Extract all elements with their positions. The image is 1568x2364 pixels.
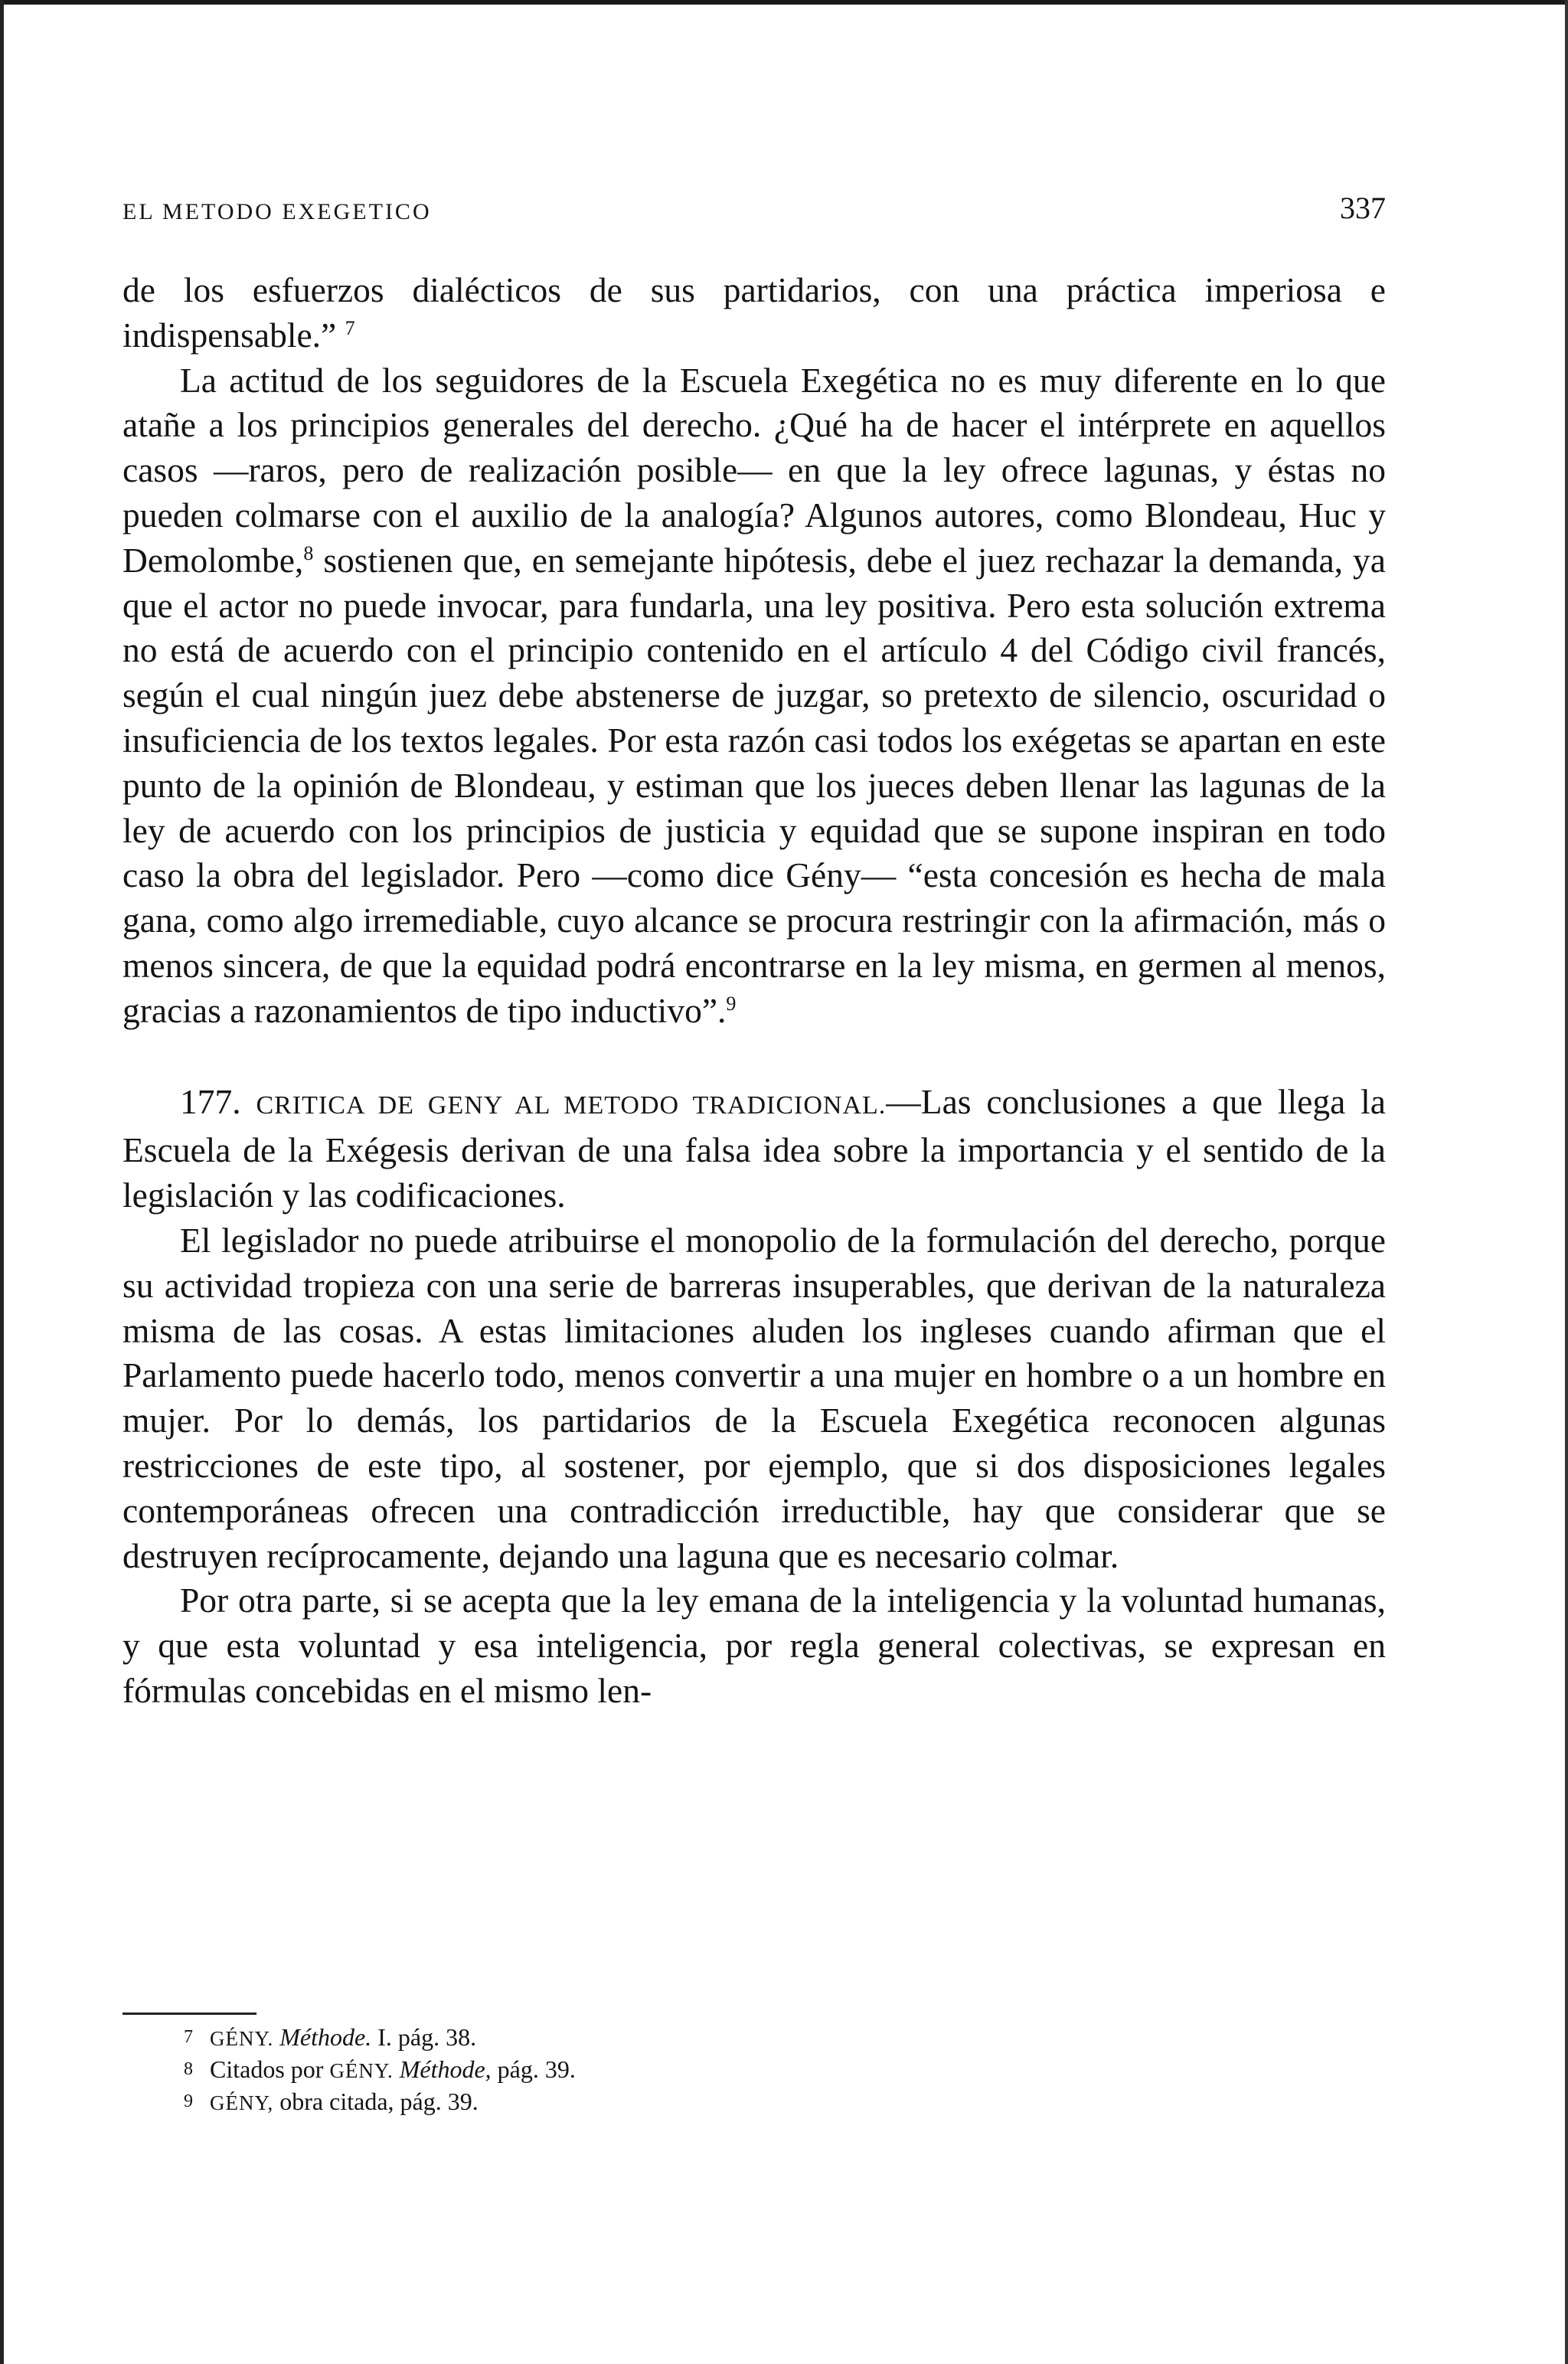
footnote xyxy=(178,2086,1250,2118)
paragraph-text: de los esfuerzos dialécticos de sus partidarios, con una práctica imperiosa e indispensable.” xyxy=(122,270,1386,355)
section-177 xyxy=(122,1080,1386,1218)
paragraph-text: La actitud de los seguidores de la Escuela Exegética no es muy diferente en lo que atañe a los principios generales del derecho. ¿Qué ha de hacer el intérprete en aquellos casos —raros, pero de realización posible— en que la ley ofrece lagunas, y éstas no pueden colmarse con el auxilio de la analogía? Algunos autores, como Blondeau, Huc y Demolombe, xyxy=(122,360,1386,580)
paragraph-continuation xyxy=(122,268,1386,358)
footnote-rest: I. pág. 38. xyxy=(377,2023,477,2051)
footnote-text xyxy=(210,2054,576,2086)
footnote-author: GÉNY. xyxy=(329,2059,394,2082)
footnote-rest: obra citada, pág. 39. xyxy=(279,2088,479,2115)
paragraph-legislator: El legislador no puede atribuirse el monopolio de la formulación del derecho, porque su actividad tropieza con una serie de barreras insuperables, que derivan de la naturaleza misma de las cosas. A estas limitaciones aluden los ingleses cuando afirman que el Parlamento puede hacerlo todo, menos convertir a una mujer en hombre o a un hombre en mujer. Por lo demás, los partidarios de la Escuela Exegética reconocen algunas restricciones de este tipo, al sostener, por ejemplo, que si dos disposiciones legales contemporáneas ofrecen una contradicción irreductible, hay que considerar que se destruyen recíprocamente, dejando una laguna que es necesario colmar. xyxy=(122,1220,1386,1575)
page-edge-top xyxy=(0,0,1568,5)
footnote-ref-9: 9 xyxy=(726,992,737,1015)
footnote-text xyxy=(210,2022,476,2054)
footnote-work: Méthode. xyxy=(279,2023,372,2051)
footnote xyxy=(178,2054,1250,2086)
section-number: 177. xyxy=(180,1081,241,1121)
paragraph-text: sostienen que, en semejante hipótesis, debe el juez rechazar la demanda, ya que el actor no puede invocar, para fundarla, una ley positiva. Pero esta solución extrema no está de acuerdo con el principio contenido en el artículo 4 del Código civil francés, según el cual ningún juez debe abstenerse de juzgar, so pretexto de silencio, oscuridad o insuficiencia de los textos legales. Por esta razón casi todos los exégetas se apartan en este punto de la opinión de Blondeau, y estiman que los jueces deben llenar las lagunas de la ley de acuerdo con los principios de justicia y equidad que se supone inspiran en todo caso la obra del legislador. Pero —como dice Gény— “esta concesión es hecha de mala gana, como algo irremediable, cuyo alcance se procura restringir con la afirmación, más o menos sincera, de que la equidad podrá encontrarse en la ley misma, en germen al menos, gracias a razonamientos de tipo inductivo”. xyxy=(122,540,1386,1030)
paragraph-general-principles xyxy=(122,358,1386,1034)
footnote-mark: 8 xyxy=(184,2059,193,2079)
body-text xyxy=(122,268,1386,1714)
section-gap xyxy=(122,1034,1386,1080)
footnote-ref-8: 8 xyxy=(303,541,314,564)
footnote-rule xyxy=(122,2013,256,2015)
footnote-rest: pág. 39. xyxy=(497,2055,576,2083)
page-edge-right xyxy=(1565,0,1568,2364)
footnote-prefix: Citados por xyxy=(210,2055,324,2083)
page-number: 337 xyxy=(1340,191,1386,225)
running-head-title: EL METODO EXEGETICO xyxy=(122,199,432,224)
footnote-work: Méthode, xyxy=(399,2055,492,2083)
page-edge-left xyxy=(0,0,4,2364)
footnote-mark: 9 xyxy=(184,2091,193,2111)
section-heading: CRITICA DE GENY AL METODO TRADICIONAL. xyxy=(256,1090,887,1120)
footnote-author: GÉNY. xyxy=(210,2027,274,2050)
section-text: —Las conclusiones a que llega la Escuela de la Exégesis derivan de una falsa idea sobre la importancia y el sentido de la legislación y las codificaciones. xyxy=(122,1081,1386,1215)
footnote-ref-7: 7 xyxy=(345,316,355,339)
paragraph-other-side: Por otra parte, si se acepta que la ley emana de la inteligencia y la voluntad humanas, y que esta voluntad y esa inteligencia, por regla general colectivas, se expresan en fórmulas concebidas en el mismo len- xyxy=(122,1581,1386,1710)
footnote-author: GÉNY, xyxy=(210,2091,274,2114)
footnote xyxy=(178,2022,1250,2054)
footnote-text xyxy=(210,2086,479,2118)
footnote-mark: 7 xyxy=(184,2027,193,2047)
footnotes xyxy=(178,2022,1250,2118)
